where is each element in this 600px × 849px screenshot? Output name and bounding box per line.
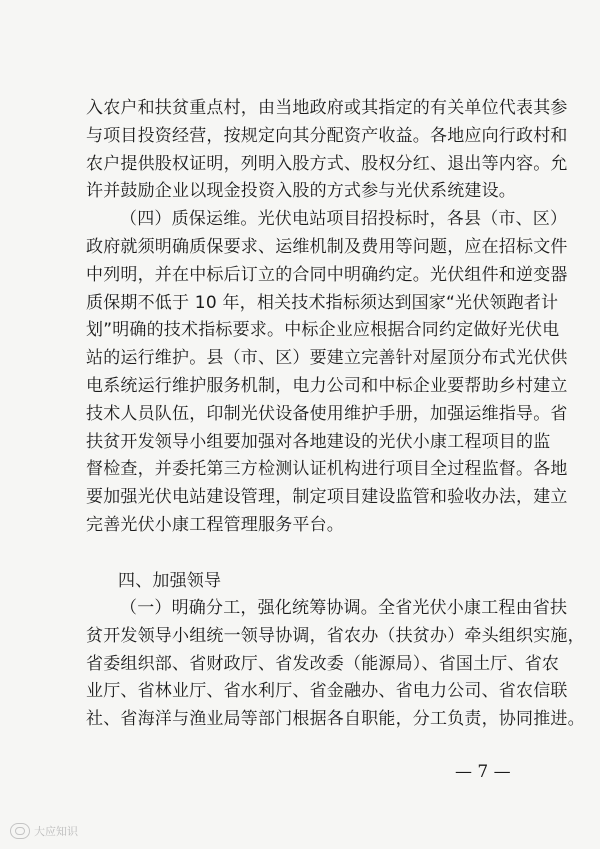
body-text-lower	[86, 595, 585, 734]
text-line: 业厅、省林业厅、省水利厅、省金融办、省电力公司、省农信联	[86, 681, 568, 702]
text-line: 电系统运行维护服务机制，电力公司和中标企业要帮助乡村建立	[86, 375, 568, 396]
text-line: （四）质保运维。光伏电站项目招投标时，各县（市、区）	[120, 209, 568, 230]
text-line: 站的运行维护。县（市、区）要建立完善针对屋顶分布式光伏供	[86, 348, 568, 369]
text-line: 农户提供股权证明，列明入股方式、股权分红、退出等内容。允	[86, 153, 568, 174]
page-number: — 7 —	[455, 762, 511, 782]
text-line: 社、省海洋与渔业局等部门根据各自职能，分工负责，协同推进。	[86, 709, 585, 730]
watermark	[10, 823, 78, 839]
text-line: 质保期不低于 10 年，相关技术指标须达到国家“光伏领跑者计	[86, 292, 559, 313]
text-line: 划”明确的技术指标要求。中标企业应根据合同约定做好光伏电	[86, 320, 560, 341]
text-line: 扶贫开发领导小组要加强对各地建设的光伏小康工程项目的监	[86, 431, 551, 452]
text-line: 中列明，并在中标后订立的合同中明确约定。光伏组件和逆变器	[86, 264, 568, 285]
text-line: 技术人员队伍，印制光伏设备使用维护手册，加强运维指导。省	[86, 403, 568, 424]
text-line: 完善光伏小康工程管理服务平台。	[86, 514, 344, 535]
text-line: 入农户和扶贫重点村，由当地政府或其指定的有关单位代表其参	[86, 98, 568, 118]
text-line: 政府就须明确质保要求、运维机制及费用等问题，应在招标文件	[86, 236, 568, 257]
text-line: 与项目投资经营，按规定向其分配资产收益。各地应向行政村和	[86, 125, 568, 146]
text-line: 要加强光伏电站建设管理，制定项目建设监管和验收办法，建立	[86, 487, 568, 508]
text-line: 许并鼓励企业以现金投资入股的方式参与光伏系统建设。	[86, 181, 516, 202]
text-line: （一）明确分工，强化统筹协调。全省光伏小康工程由省扶	[120, 598, 568, 618]
body-text-upper	[86, 95, 568, 540]
section-heading: 四、加强领导	[118, 571, 222, 591]
text-line: 贫开发领导小组统一领导协调，省农办（扶贫办）牵头组织实施，	[86, 625, 585, 646]
text-line: 省委组织部、省财政厅、省发改委（能源局）、省国土厅、省农	[86, 653, 560, 674]
watermark-logo-icon	[10, 823, 30, 839]
watermark-text: 大应知识	[34, 825, 78, 838]
text-line: 督检查，并委托第三方检测认证机构进行项目全过程监督。各地	[86, 459, 568, 480]
